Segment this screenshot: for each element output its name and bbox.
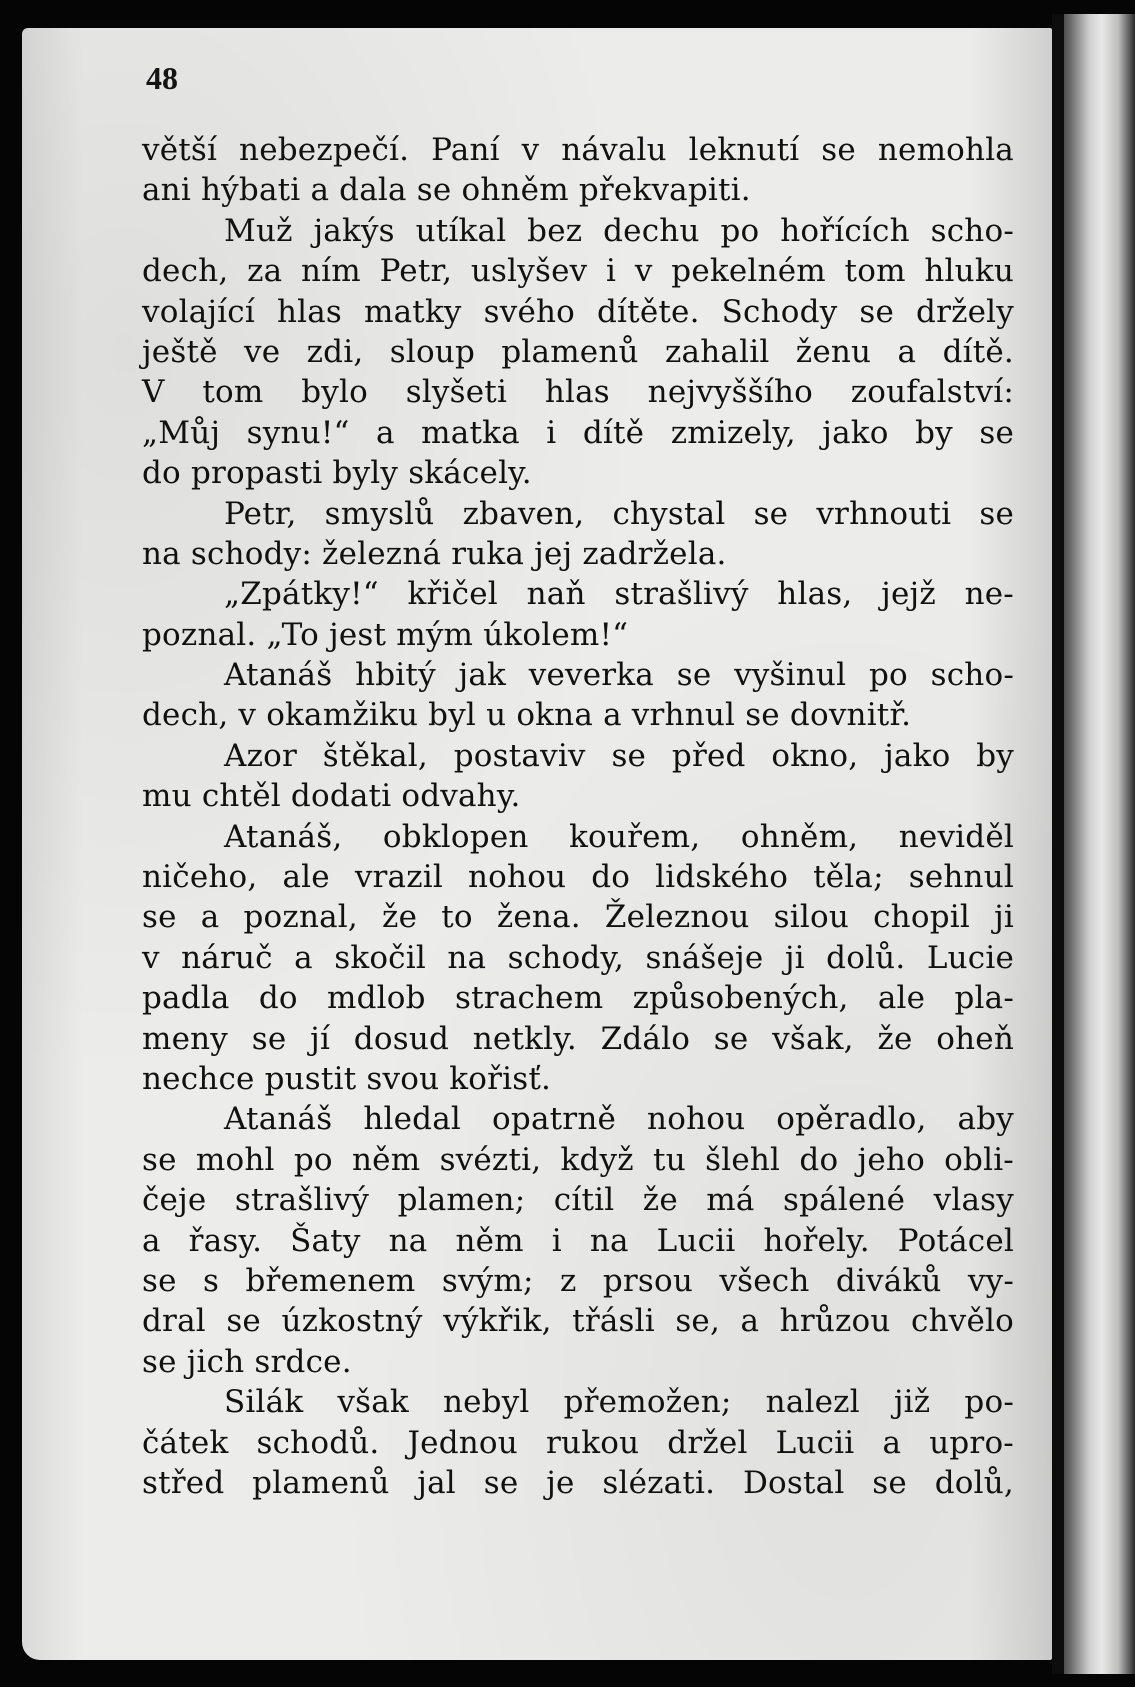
- text-line: čátek schodů. Jednou rukou držel Lucii a upro-: [142, 1424, 1014, 1461]
- text-line: dech, za ním Petr, uslyšev i v pekelném tom hluku: [142, 253, 1014, 290]
- text-line: meny se jí dosud netkly. Zdálo se však, že oheň: [142, 1020, 1014, 1057]
- text-line: Azor štěkal, postaviv se před okno, jako by: [224, 737, 1014, 774]
- text-line: větší nebezpečí. Paní v návalu leknutí se nemohla: [142, 132, 1014, 168]
- book-spine: [1052, 14, 1135, 1674]
- text-line: Atanáš hledal opatrně nohou opěradlo, aby: [224, 1101, 1014, 1138]
- gutter-shadow: [1052, 14, 1064, 1674]
- text-line: ještě ve zdi, sloup plamenů zahalil ženu a dítě.: [142, 333, 1014, 370]
- text-line: mu chtěl dodati odvahy.: [142, 778, 521, 815]
- text-line: Atanáš, obklopen kouřem, ohněm, neviděl: [224, 818, 1014, 855]
- text-line: „Zpátky!“ křičel naň strašlivý hlas, jejž ne-: [224, 576, 1014, 613]
- text-line: padla do mdlob strachem způsobených, ale pla-: [142, 980, 1014, 1017]
- text-line: se s břemenem svým; z prsou všech diváků vy-: [142, 1262, 1014, 1299]
- text-line: se mohl po něm svézti, když tu šlehl do jeho obli-: [142, 1141, 1014, 1178]
- text-line: ani hýbati a dala se ohněm překvapiti.: [142, 172, 751, 209]
- text-line: střed plamenů jal se je slézati. Dostal se dolů,: [142, 1464, 1014, 1501]
- text-line: „Můj synu!“ a matka i dítě zmizely, jako by se: [142, 414, 1014, 451]
- text-line: volající hlas matky svého dítěte. Schody se držely: [142, 293, 1014, 330]
- page-number: 48: [146, 60, 178, 96]
- text-line: poznal. „To jest mým úkolem!“: [142, 616, 629, 653]
- text-line: nechce pustit svou kořisť.: [142, 1060, 552, 1097]
- text-line: se jich srdce.: [142, 1343, 352, 1380]
- text-line: do propasti byly skácely.: [142, 455, 532, 492]
- text-line: na schody: železná ruka jej zadržela.: [142, 535, 727, 572]
- text-line: čeje strašlivý plamen; cítil že má spálené vlasy: [142, 1182, 1014, 1219]
- text-line: a řasy. Šaty na něm i na Lucii hořely. Potácel: [142, 1222, 1014, 1259]
- text-line: Atanáš hbitý jak veverka se vyšinul po scho-: [224, 657, 1014, 694]
- text-line: dech, v okamžiku byl u okna a vrhnul se dovnitř.: [142, 697, 912, 734]
- text-line: Petr, smyslů zbaven, chystal se vrhnouti se: [224, 495, 1014, 532]
- text-line: se a poznal, že to žena. Železnou silou chopil ji: [142, 899, 1014, 936]
- text-line: V tom bylo slyšeti hlas nejvyššího zoufalství:: [142, 374, 1014, 411]
- text-line: dral se úzkostný výkřik, třásli se, a hrůzou chvělo: [142, 1303, 1014, 1340]
- text-line: v náruč a skočil na schody, snášeje ji dolů. Lucie: [142, 939, 1014, 976]
- text-line: ničeho, ale vrazil nohou do lidského těla; sehnul: [142, 859, 1014, 896]
- text-line: Muž jakýs utíkal bez dechu po hořících scho-: [224, 212, 1014, 249]
- body-text: [142, 130, 1014, 1503]
- text-line: Silák však nebyl přemožen; nalezl již po-: [224, 1384, 1014, 1421]
